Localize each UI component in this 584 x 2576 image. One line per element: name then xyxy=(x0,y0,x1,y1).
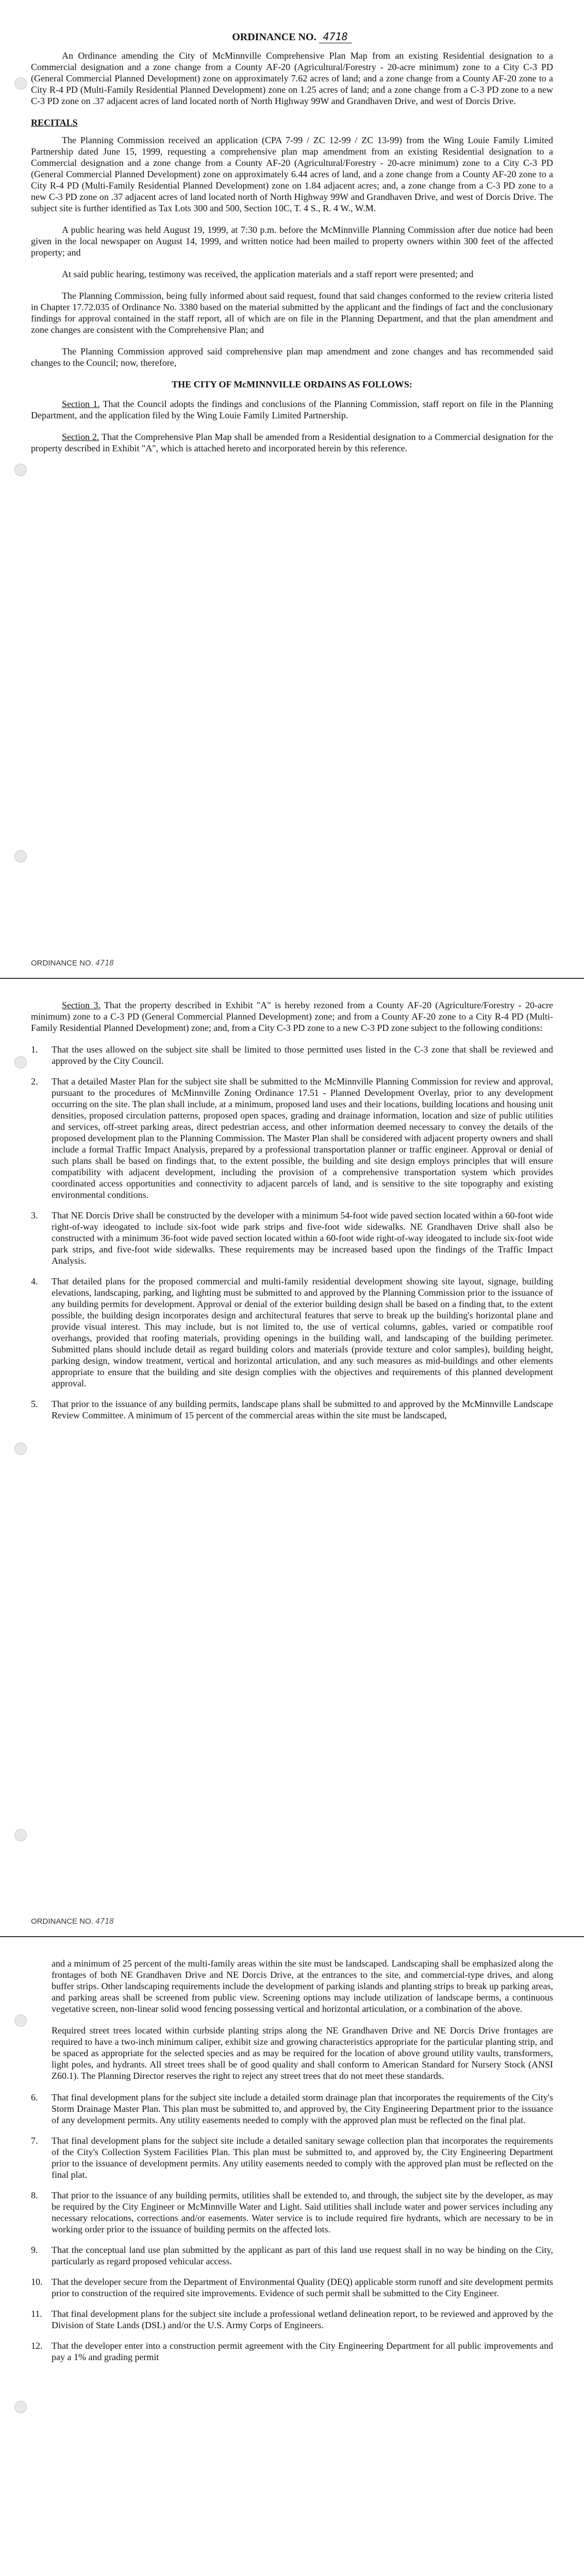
condition-number: 5. xyxy=(31,1399,38,1409)
condition-number: 4. xyxy=(31,1276,38,1286)
ordinance-number: 4718 xyxy=(319,30,352,43)
condition-2 xyxy=(31,1076,553,1200)
recital-paragraph: At said public hearing, testimony was received, the application materials and a staff report were presented; and xyxy=(62,269,474,279)
condition-number: 8. xyxy=(31,2190,38,2200)
punch-hole xyxy=(14,850,27,862)
section-text: That the property described in Exhibit "A" is hereby rezoned from a County AF-20 (Agriculture/Forestry - 20-acre minimum) zone to a C-3 PD (General Commercial Planned Development) zone; and from a County AF-20 zone to a City R-4 PD (Multi-Family Residential Planned Development) zone; and, from a City C-3 PD zone to a new C-3 PD zone subject to the following conditions: xyxy=(31,1000,553,1033)
page-footer xyxy=(31,1917,114,1926)
condition-text: That the conceptual land use plan submitted by the applicant as part of this land use request shall in no way be binding on the City, particularly as regard proposed vehicular access. xyxy=(52,2245,553,2266)
ordains-heading: THE CITY OF McMINNVILLE ORDAINS AS FOLLOWS: xyxy=(172,379,412,389)
punch-hole xyxy=(14,2014,27,2027)
section-text: That the Comprehensive Plan Map shall be amended from a Residential designation to a Commercial designation for the property described in Exhibit "A", which is attached hereto and incorporated herein by this reference. xyxy=(31,432,553,453)
condition-number: 11. xyxy=(31,2309,42,2319)
condition-12 xyxy=(31,2340,553,2363)
recital-paragraph: The Planning Commission, being fully informed about said request, found that said changes conformed to the review criteria listed in Chapter 17.72.035 of Ordinance No. 3380 based on the material submitted by the applicant and the findings of fact and the conclusionary findings for approval contained in the staff report, all of which are on file in the Planning Department, and that the plan amendment and zone changes are consistent with the Comprehensive Plan; and xyxy=(31,291,553,335)
page-1-content xyxy=(31,31,553,464)
page-footer xyxy=(31,958,114,968)
condition-7 xyxy=(31,2135,553,2180)
condition-number: 9. xyxy=(31,2245,38,2255)
footer-number: 4718 xyxy=(95,958,114,968)
punch-hole xyxy=(14,1829,27,1841)
section-1 xyxy=(31,398,553,421)
punch-hole xyxy=(14,1056,27,1069)
recital-paragraph: A public hearing was held August 19, 1999, at 7:30 p.m. before the McMinnville Planning Commission after due notice had been given in the local newspaper on August 14, 1999, and written notice had been mailed to property owners within 300 feet of the affected property; and xyxy=(31,225,553,258)
condition-4 xyxy=(31,1276,553,1389)
condition-text: That detailed plans for the proposed commercial and multi-family residential development showing site layout, signage, building elevations, landscaping, parking, and lighting must be submitted to and approved by the Planning Commission prior to the issuance of any building permits for development. Approval or denial of the exterior building design shall be based on a finding that, to the extent possible, the building design incorporates design and architectural features that serve to break up the building's horizontal plane and provide visual interest. This may include, but is not limited to, the use of vertical columns, gables, varied or compatible roof overhangs, provided that roofing materials, providing openings in the building wall, and landscaping of the building perimeter. Submitted plans should include detail as regard building colors and materials (provide texture and color samples), building height, parking design, window treatment, vertical and horizontal articulation, and any such measures as mid-buildings and other elements appropriate to ensure that the building and site design complies with the objectives and requirements of this planned development approval. xyxy=(52,1276,553,1388)
condition-11 xyxy=(31,2308,553,2331)
condition-text: That final development plans for the subject site include a detailed storm drainage plan that incorporates the requirements of the City's Storm Drainage Master Plan. This plan must be submitted to, and approved by, the City Engineering Department prior to the issuance of any development permits. Any utility easements needed to comply with the approved plan must be reflected on the final plat. xyxy=(52,2092,553,2125)
punch-hole xyxy=(14,1443,27,1455)
ordinance-title-label: ORDINANCE NO. xyxy=(232,31,316,43)
page-2-content xyxy=(31,999,553,1430)
condition-10 xyxy=(31,2276,553,2299)
condition-9 xyxy=(31,2244,553,2267)
page-2 xyxy=(0,979,584,1937)
section-label: Section 3. xyxy=(62,1000,101,1010)
condition-number: 3. xyxy=(31,1210,38,1221)
condition-text: That the uses allowed on the subject site shall be limited to those permitted uses listed in the C-3 zone that shall be reviewed and approved by the City Council. xyxy=(52,1044,553,1066)
condition-number: 12. xyxy=(31,2341,43,2351)
punch-hole xyxy=(14,2401,27,2413)
section-text: That the Council adopts the findings and conclusions of the Planning Commission, staff report on file in the Planning Department, and the application filed by the Wing Louie Family Limited Partnership. xyxy=(31,399,553,420)
recital-paragraph: The Planning Commission approved said comprehensive plan map amendment and zone changes and has recommended said changes to the Council; now, therefore, xyxy=(31,346,553,368)
condition-text: That NE Dorcis Drive shall be constructed by the developer with a minimum 54-foot wide paved section located within a 60-foot wide right-of-way ideogated to include six-foot wide park strips and five-foot wide sidewalks. NE Grandhaven Drive shall also be constructed with a minimum 36-foot wide paved section located within a 60-foot wide right-of-way ideogated to include six-foot wide park strips, and five-foot wide sidewalks. These requirements may be increased based upon the findings of the Traffic Impact Analysis. xyxy=(52,1210,553,1266)
condition-8 xyxy=(31,2190,553,2235)
condition-number: 6. xyxy=(31,2092,38,2103)
page-3 xyxy=(0,1937,584,2576)
section-3 xyxy=(31,999,553,1033)
condition-text: That final development plans for the subject site include a detailed sanitary sewage collection plan that incorporates the requirements of the City's Collection System Facilities Plan. This plan must be submitted to, and approved by, the City Engineering Department prior to the issuance of development permits. Any utility easements needed to comply with the approved plan must be reflected on the final plat. xyxy=(52,2136,553,2180)
condition-6 xyxy=(31,2092,553,2126)
condition-5-continued: and a minimum of 25 percent of the multi-family areas within the site must be landscaped. Landscaping shall be emphasized along the frontages of both NE Grandhaven Drive and NE Dorcis Drive, at the entrances to the site, and commercial-type drives, and along buffer strips. Other landscaping requirements include the development of parking islands and planting strips to break up parking areas, and parking areas shall be screened from public view. Screening options may include utilization of landscape berms, a continuous vegetative screen, non-linear solid wood fencing possessing vertical and horizontal articulation, or a combination of the above. xyxy=(52,1958,553,2014)
condition-3 xyxy=(31,1210,553,1266)
footer-number: 4718 xyxy=(95,1917,114,1926)
recitals-heading: RECITALS xyxy=(31,117,78,128)
section-label: Section 2. xyxy=(62,432,99,442)
condition-text: That prior to the issuance of any building permits, utilities shall be extended to, and through, the subject site by the developer, as may be required by the City Engineer or McMinnville Water and Light. Said utilities shall include water and power services including any necessary relocations, corrections and/or easements. Water service is to include required fire hydrants, which are necessary to be in working order prior to the issuance of building permits on the affected lots. xyxy=(52,2190,553,2234)
condition-number: 2. xyxy=(31,1076,38,1087)
condition-number: 7. xyxy=(31,2136,38,2146)
punch-hole xyxy=(14,77,27,90)
condition-number: 1. xyxy=(31,1044,38,1055)
condition-text: That prior to the issuance of any building permits, landscape plans shall be submitted to and approved by the McMinnville Landscape Review Committee. A minimum of 15 percent of the commercial areas within the site must be landscaped, xyxy=(52,1399,553,1420)
ordinance-intro: An Ordinance amending the City of McMinnville Comprehensive Plan Map from an existing Residential designation to a Commercial designation and a zone change from a County AF-20 (Agricultural/Forestry - 20-acre minimum) zone to a City C-3 PD (General Commercial Planned Development) zone on approximately 7.62 acres of land; and a zone change from a County AF-20 zone to a City R-4 PD (Multi-Family Residential Planned Development) zone on 1.25 acres of land; and a zone change from a C-3 PD zone to a new C-3 PD zone on .37 adjacent acres of land located north of North Highway 99W and Grandhaven Drive, and west of Dorcis Drive. xyxy=(31,50,553,106)
page-1 xyxy=(0,0,584,979)
section-label: Section 1. xyxy=(62,399,100,409)
condition-text: That final development plans for the subject site include a professional wetland delineation report, to be reviewed and approved by the Division of State Lands (DSL) and/or the U.S. Army Corps of Engineers. xyxy=(52,2309,553,2330)
recital-paragraph: The Planning Commission received an application (CPA 7-99 / ZC 12-99 / ZC 13-99) from the Wing Louie Family Limited Partnership dated June 15, 1999, requesting a comprehensive plan map amendment from an existing Residential designation to a Commercial designation and a zone change from a County AF-20 (Agricultural/Forestry - 20-acre minimum) zone to a City C-3 PD (General Commercial Planned Development) zone on approximately 6.44 acres of land, and a zone change from a County AF-20 zone to a City R-4 PD (Multi-Family Residential Planned Development) zone on 1.84 adjacent acres; and, a zone change from a C-3 PD zone to a new C-3 PD zone on .37 adjacent acres of land located north of North Highway 99W and Grandhaven Drive, and west of Dorcis Drive. The subject site is further identified as Tax Lots 300 and 500, Section 10C, T. 4 S., R. 4 W., W.M. xyxy=(31,135,553,213)
condition-number: 10. xyxy=(31,2277,43,2287)
condition-5 xyxy=(31,1398,553,1421)
condition-text: That the developer enter into a construction permit agreement with the City Engineering Department for all public improvements and pay a 1% and grading permit xyxy=(52,2341,553,2362)
punch-hole xyxy=(14,464,27,476)
street-trees-paragraph: Required street trees located within curbside planting strips along the NE Grandhaven Drive and NE Dorcis Drive frontages are required to have a two-inch minimum caliper, exhibit size and growing characteristics appropriate for the particular planting strip, and be spaced as appropriate for the selected species and as may be required for the location of above ground utility vaults, transformers, light poles, and hydrants. All street trees shall be of good quality and shall conform to American Standard for Nursery Stock (ANSI Z60.1). The Planning Director reserves the right to reject any street trees that do not meet these standards. xyxy=(52,2025,553,2081)
ordinance-number-header xyxy=(31,31,553,43)
condition-text: That a detailed Master Plan for the subject site shall be submitted to the McMinnville Planning Commission for review and approval, pursuant to the procedures of McMinnville Zoning Ordinance 17.51 - Planned Development Overlay, prior to any development occurring on the site. The plan shall include, at a minimum, proposed land uses and their locations, building locations and housing unit densities, proposed circulation patterns, proposed open spaces, grading and drainage information, location and size of public utilities and services, off-street parking areas, direct pedestrian access, and other information deemed necessary to convey the details of the proposed development plan to the Planning Commission. The Master Plan shall be considered with adjacent property owners and shall include a formal Traffic Impact Analysis, prepared by a professional transportation planner or traffic engineer. Approval or denial of such plans shall be based on findings that, to the extent possible, the building and site design employs principles that will ensure compatibility with adjacent development, including the provision of a comprehensive transportation system which provides coordinated access opportunities and connectivity to adjacent parcels of land, and is sensitive to the site topography and existing environmental conditions. xyxy=(52,1076,553,1200)
page-3-content xyxy=(31,1958,553,2372)
section-2 xyxy=(31,431,553,454)
condition-text: That the developer secure from the Department of Environmental Quality (DEQ) applicable storm runoff and site development permits prior to construction of the required site improvements. Evidence of such permit shall be submitted to the City Engineer. xyxy=(52,2277,553,2298)
condition-1 xyxy=(31,1044,553,1066)
footer-label: ORDINANCE NO. xyxy=(31,1917,93,1926)
footer-label: ORDINANCE NO. xyxy=(31,959,93,968)
